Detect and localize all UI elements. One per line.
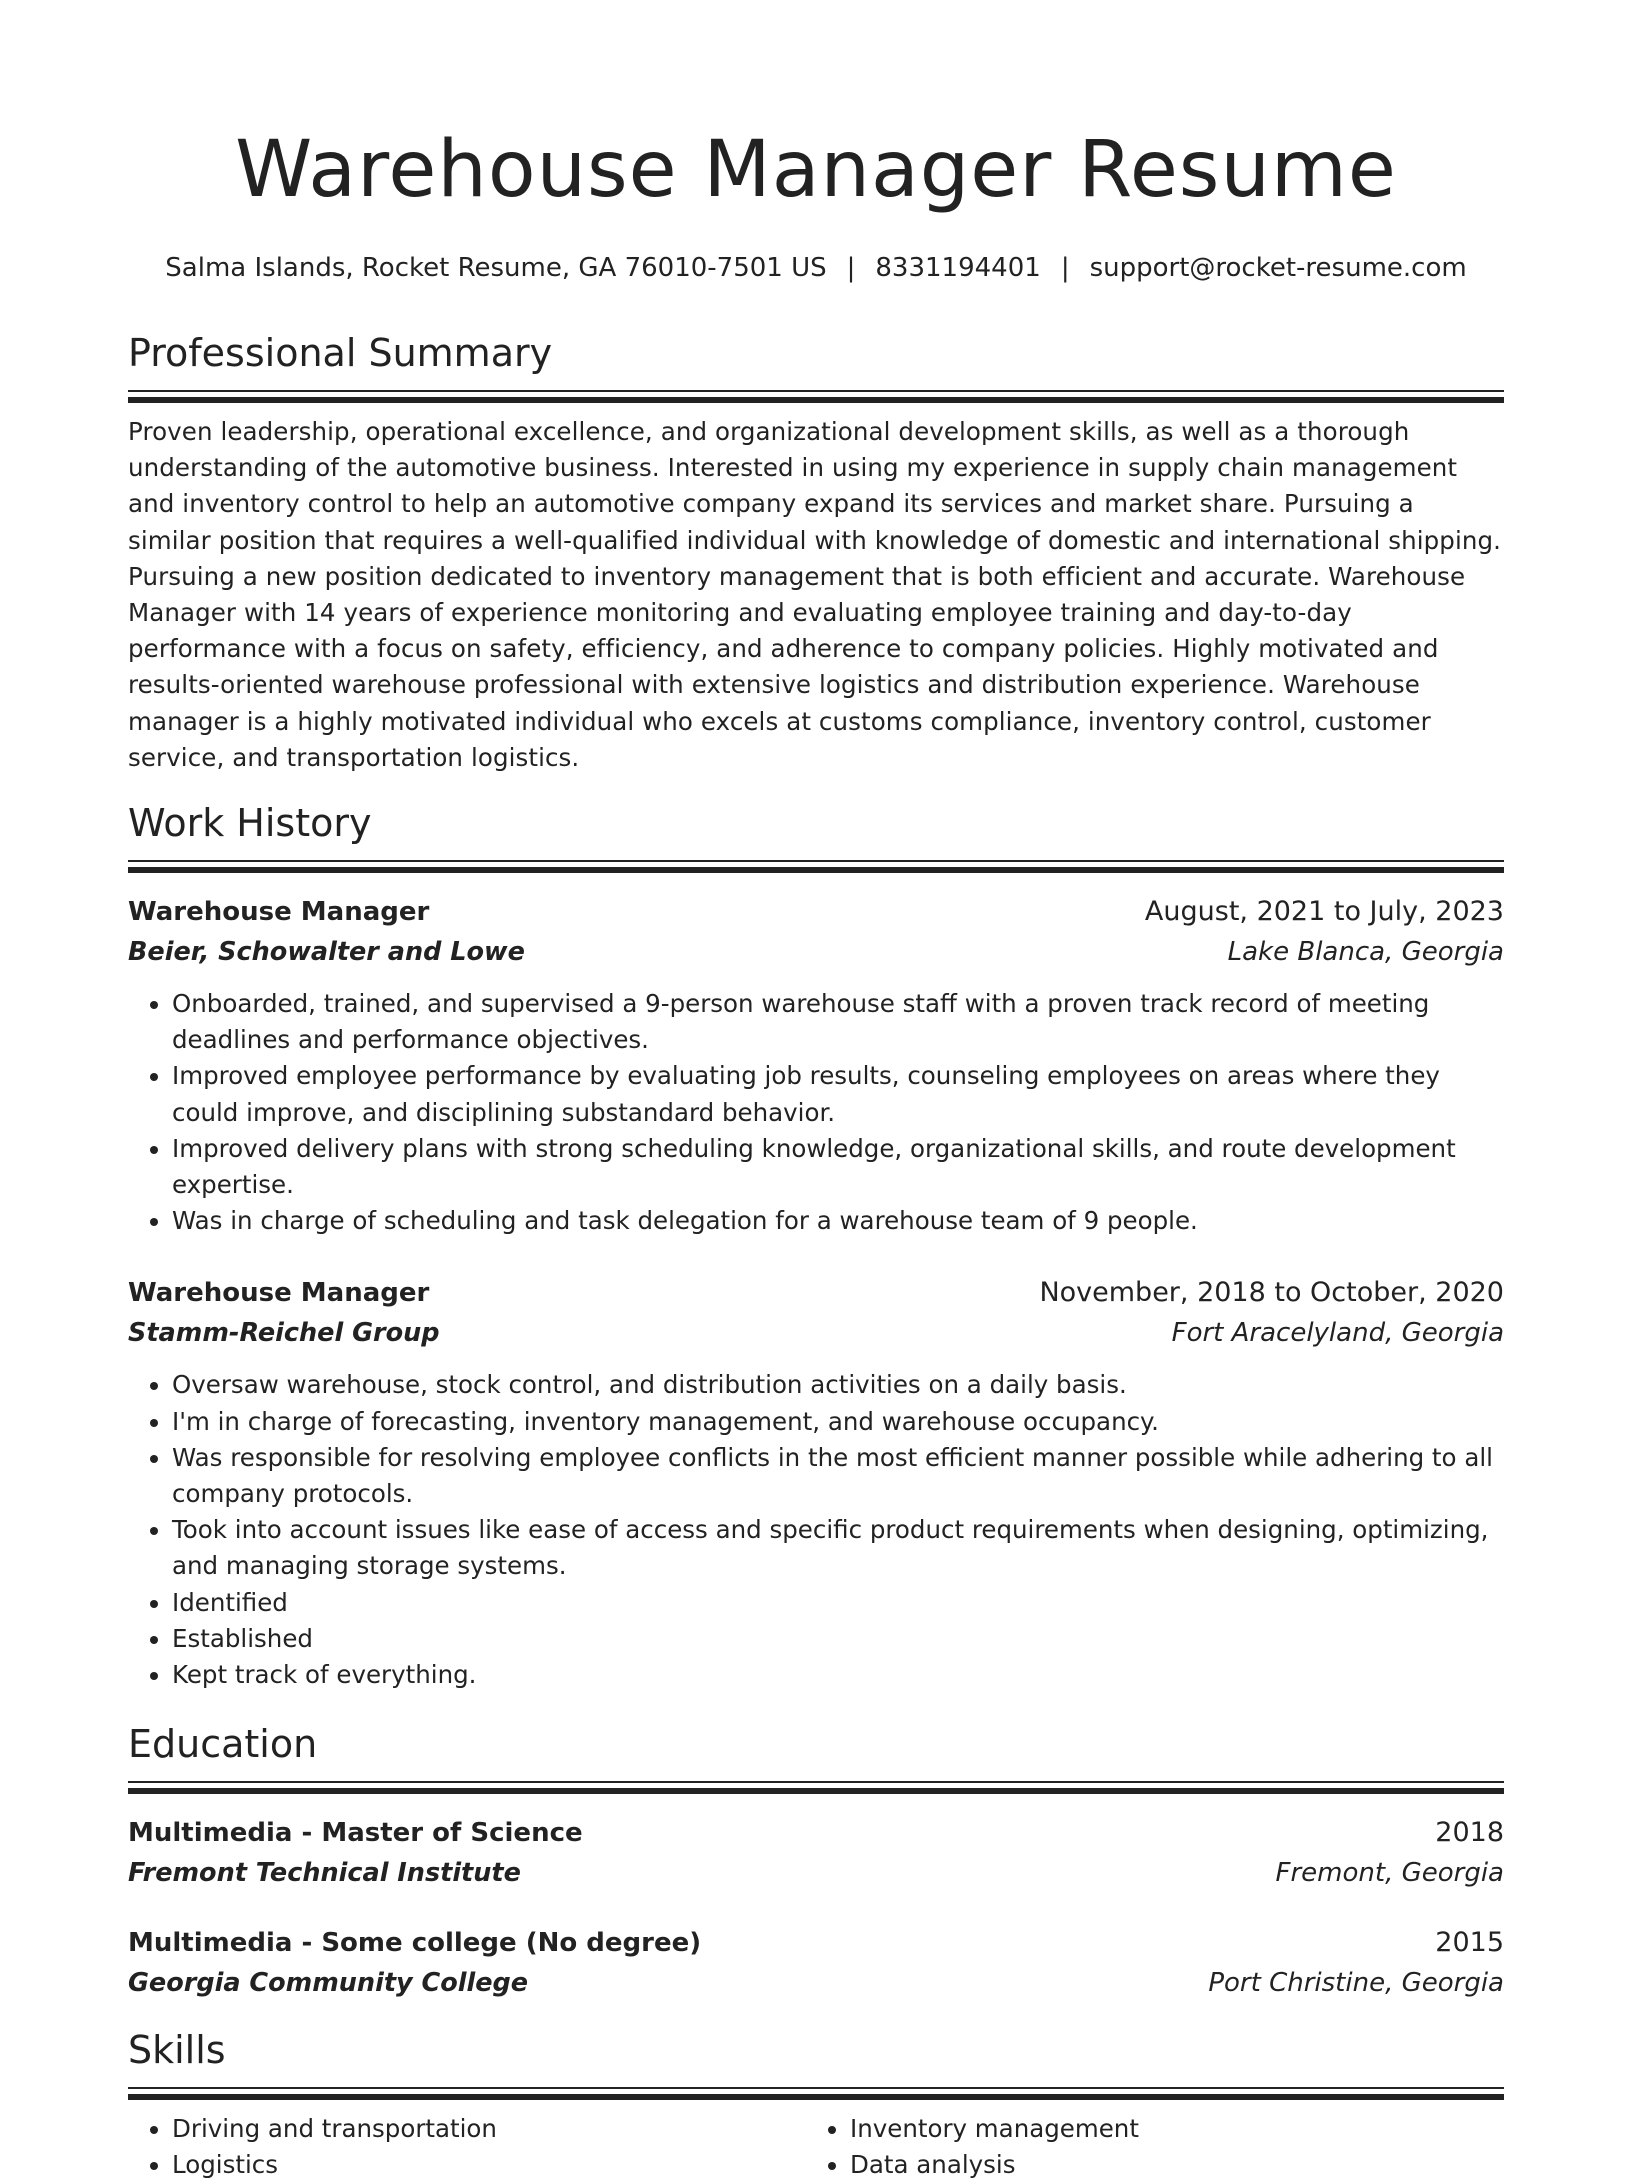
job-bullet-item: • Identified [172,1585,1504,1621]
section-divider [128,2087,1504,2101]
skill-item: • Driving and transportation [172,2111,806,2147]
education-year: 2015 [1435,1927,1504,1959]
contact-address: Salma Islands, Rocket Resume, GA 76010-7501 US [165,253,827,283]
education-school-row [128,1963,1504,2003]
education-entry [128,1813,1504,1893]
job-company-row [128,1313,1504,1353]
job-bullet-item: • Established [172,1621,1504,1657]
skill-item: • Inventory management [850,2111,1484,2147]
education-school: Georgia Community College [128,1968,529,1999]
education-degree: Multimedia - Master of Science [128,1818,583,1849]
job-entry [128,1273,1504,1693]
job-title: Warehouse Manager [128,897,430,928]
education-school: Fremont Technical Institute [128,1858,521,1889]
skill-item: • Logistics [172,2147,806,2183]
job-title: Warehouse Manager [128,1278,430,1309]
skills-column-right [806,2111,1484,2183]
job-company: Stamm-Reichel Group [128,1318,440,1349]
job-header-row [128,1273,1504,1313]
summary-section [128,328,1504,776]
section-divider [128,1781,1504,1795]
job-bullet-item: • I'm in charge of forecasting, inventory management, and warehouse occupancy. [172,1404,1504,1440]
work-history-section [128,798,1504,1693]
job-location: Fort Aracelyland, Georgia [1171,1318,1504,1349]
job-bullet-item: • Kept track of everything. [172,1657,1504,1693]
job-bullet-item: • Was in charge of scheduling and task delegation for a warehouse team of 9 people. [172,1203,1504,1239]
job-location: Lake Blanca, Georgia [1227,937,1504,968]
job-company-row [128,932,1504,972]
job-bullet-item: • Improved employee performance by evaluating job results, counseling employees on areas where they could improve, and disciplining substandard behavior. [172,1058,1504,1130]
job-bullet-item: • Was responsible for resolving employee conflicts in the most efficient manner possible while adhering to all company protocols. [172,1440,1504,1512]
job-bullet-item: • Took into account issues like ease of access and specific product requirements when designing, optimizing, and managing storage systems. [172,1512,1504,1584]
education-section [128,1719,1504,2003]
education-school-row [128,1853,1504,1893]
skills-column-left [128,2111,806,2183]
job-bullet-item: • Onboarded, trained, and supervised a 9-person warehouse staff with a proven track record of meeting deadlines and performance objectives. [172,986,1504,1058]
job-bullet-item: • Improved delivery plans with strong scheduling knowledge, organizational skills, and route development expertise. [172,1131,1504,1203]
resume-title: Warehouse Manager Resume [235,125,1397,215]
job-entry [128,892,1504,1239]
education-year: 2018 [1435,1817,1504,1849]
job-bullets [128,986,1504,1239]
section-divider [128,390,1504,404]
education-degree: Multimedia - Some college (No degree) [128,1928,702,1959]
job-dates: November, 2018 to October, 2020 [1039,1277,1504,1309]
section-heading-work-history: Work History [128,801,372,846]
education-list [128,1813,1504,2003]
section-heading-skills: Skills [128,2028,226,2073]
summary-text: Proven leadership, operational excellence, and organizational development skills, as well as a thorough understanding of the automotive business. Interested in using my experience in supply chain management and inventory control to help an automotive company expand its services and market share. Pursuing a similar position that requires a well-qualified individual with knowledge of domestic and international shipping. Pursuing a new position dedicated to inventory management that is both efficient and accurate. Warehouse Manager with 14 years of experience monitoring and evaluating employee training and day-to-day performance with a focus on safety, efficiency, and adherence to company policies. Highly motivated and results-oriented warehouse professional with extensive logistics and distribution experience. Warehouse manager is a highly motivated individual who excels at customs compliance, inventory control, customer service, and transportation logistics. [128,417,1502,772]
section-heading-summary: Professional Summary [128,331,553,375]
job-list [128,892,1504,1693]
section-heading-education: Education [128,1722,318,1767]
education-header-row [128,1923,1504,1963]
job-dates: August, 2021 to July, 2023 [1144,896,1504,928]
contact-phone: 8331194401 [875,253,1041,283]
job-header-row [128,892,1504,932]
section-divider [128,860,1504,874]
resume-page [128,0,1504,2184]
contact-email: support@rocket-resume.com [1089,253,1467,283]
job-company: Beier, Schowalter and Lowe [128,937,525,968]
contact-line [128,250,1504,286]
education-location: Port Christine, Georgia [1208,1968,1504,1999]
job-bullets [128,1367,1504,1693]
contact-separator: | [846,253,856,283]
skills-section [128,2025,1504,2183]
education-entry [128,1923,1504,2003]
skills-grid [128,2111,1504,2183]
job-bullet-item: • Oversaw warehouse, stock control, and distribution activities on a daily basis. [172,1367,1504,1403]
skill-item: • Data analysis [850,2147,1484,2183]
contact-separator: | [1060,253,1070,283]
education-header-row [128,1813,1504,1853]
education-location: Fremont, Georgia [1275,1858,1504,1889]
